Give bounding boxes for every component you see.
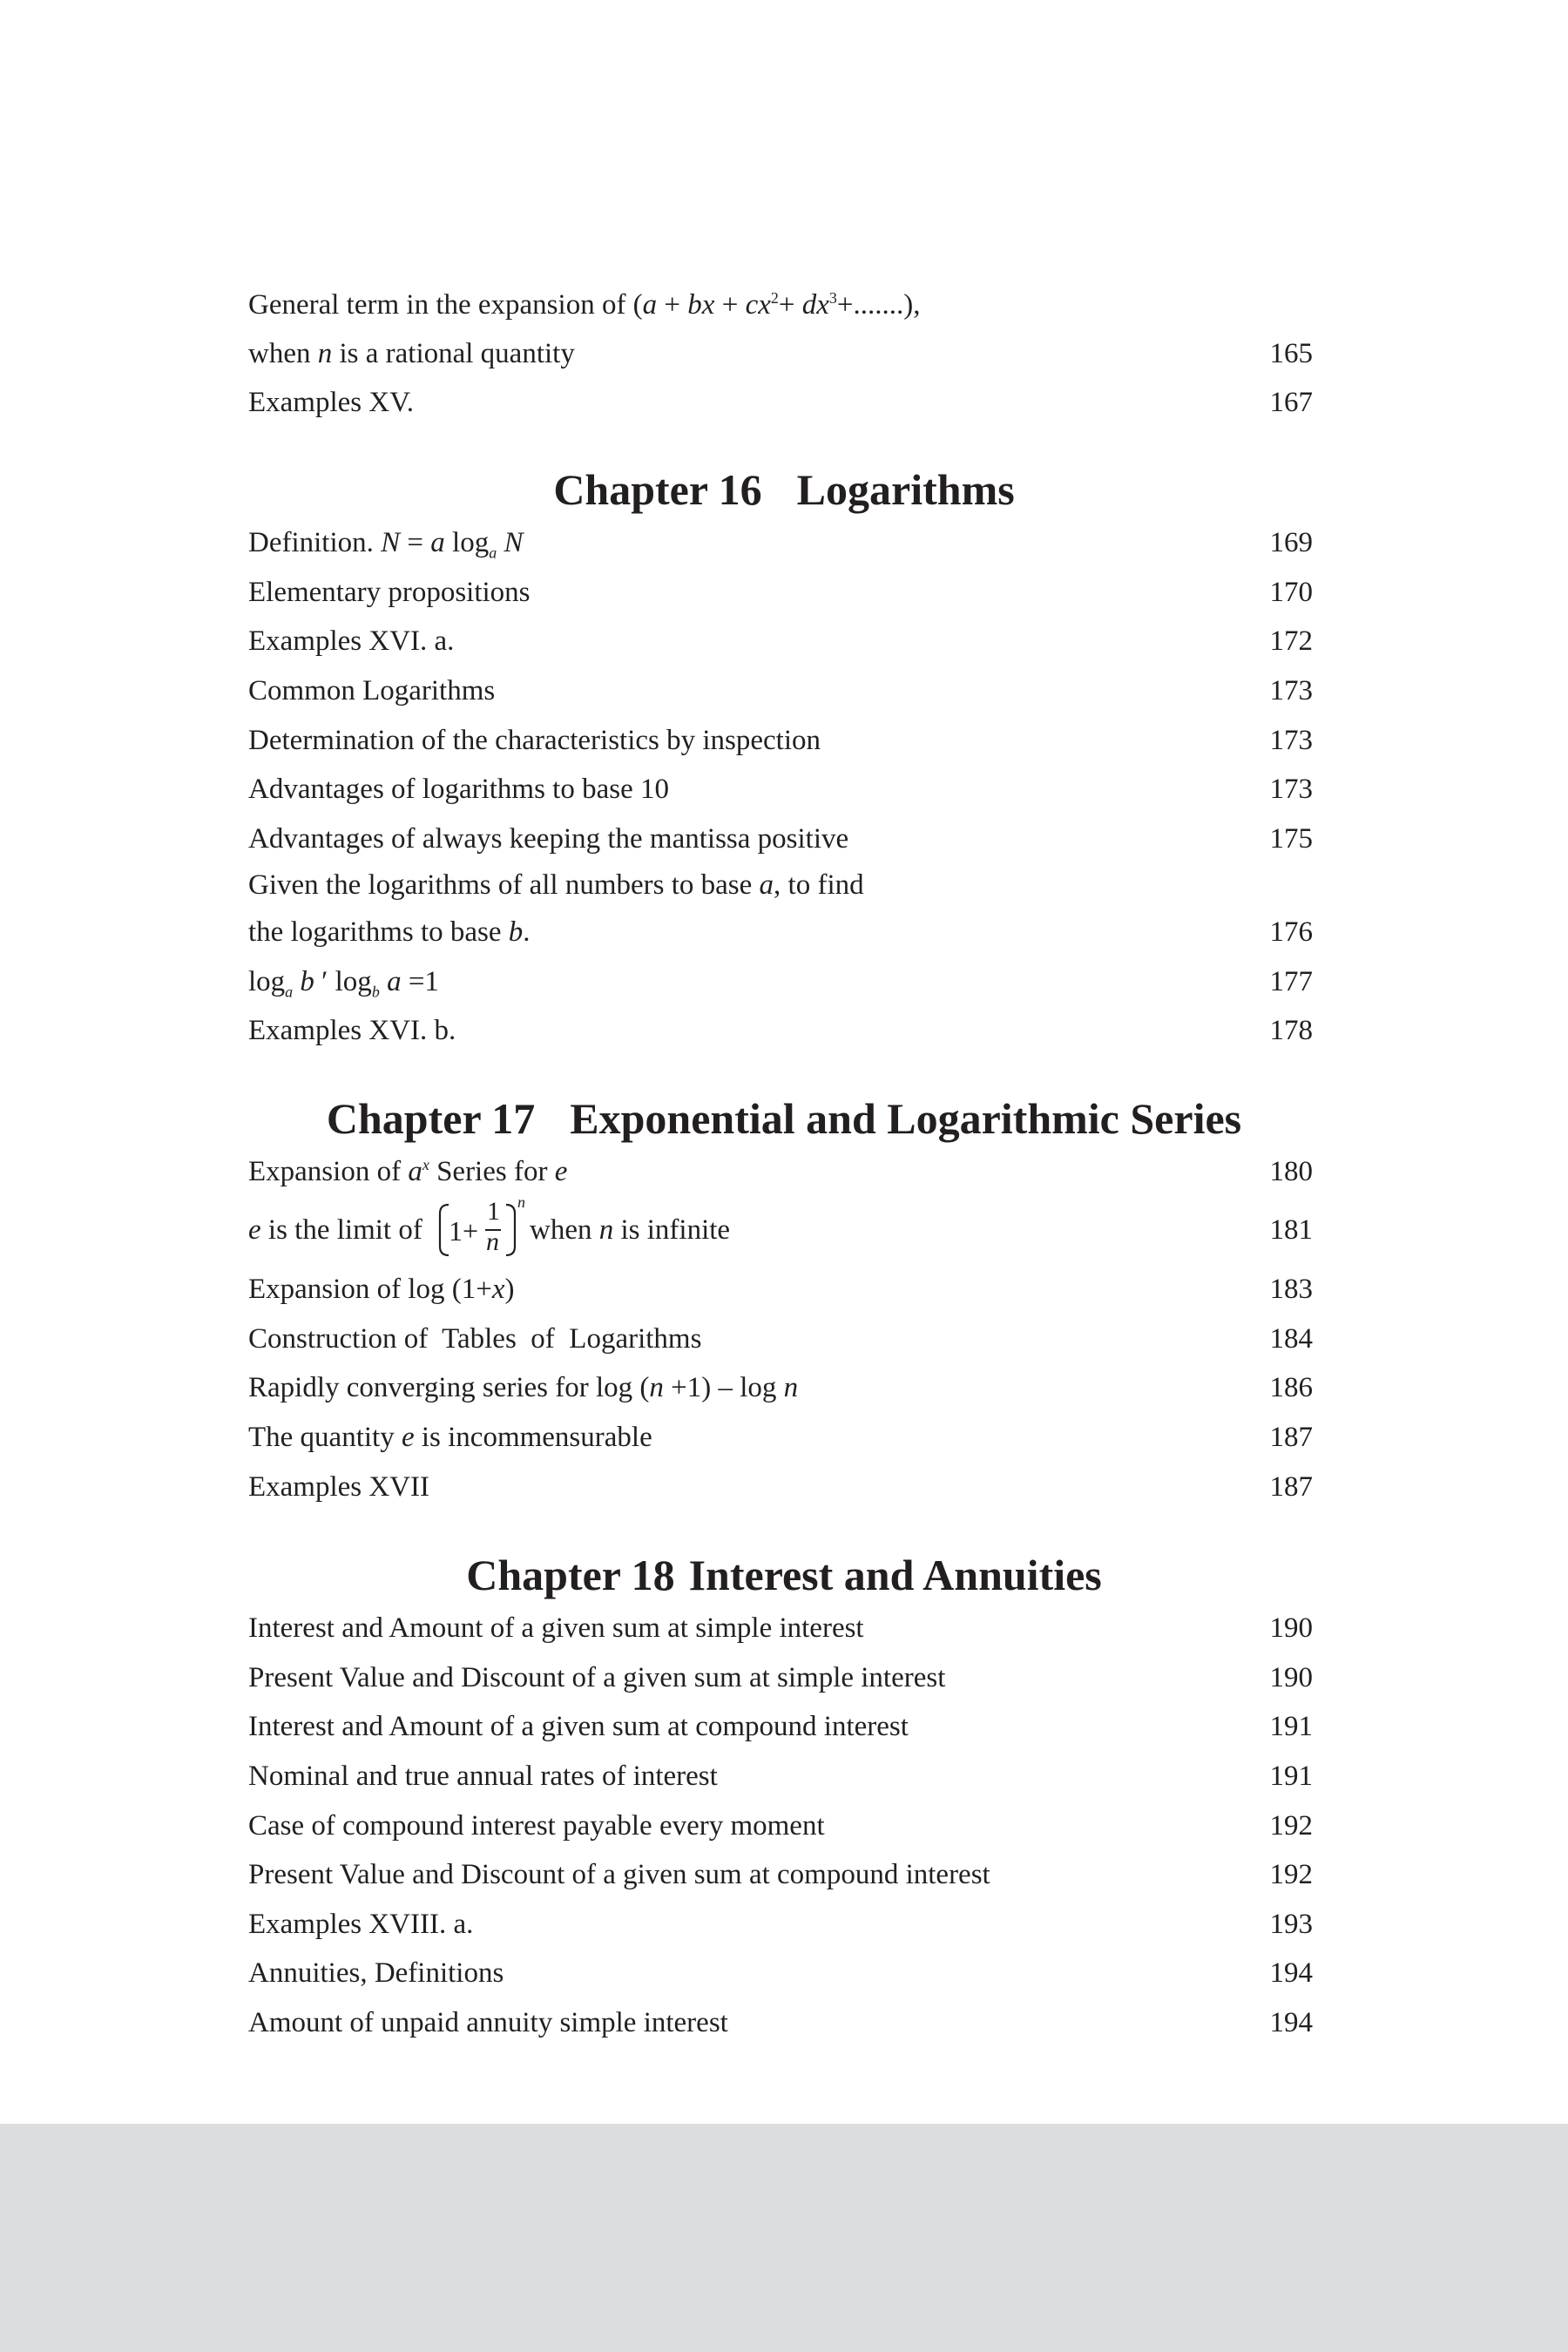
toc-entry bbox=[248, 719, 1313, 762]
toc-entry-text: Examples XVII bbox=[248, 1471, 430, 1503]
toc-entry-text: Expansion of log (1+x) bbox=[248, 1274, 515, 1305]
toc-entry bbox=[248, 669, 1313, 713]
toc-entry-text: Examples XV. bbox=[248, 387, 415, 418]
toc-entry bbox=[248, 571, 1313, 614]
toc-entry-text: Determination of the characteristics by inspection bbox=[248, 725, 821, 756]
toc-entry-text: the logarithms to base b. bbox=[248, 916, 531, 948]
toc-entry bbox=[248, 1804, 1313, 1848]
toc-entry-text: Nominal and true annual rates of interest bbox=[248, 1761, 718, 1792]
chapter-title: Exponential and Logarithmic Series bbox=[570, 1094, 1242, 1143]
toc-entry-text: Construction of Tables of Logarithms bbox=[248, 1323, 702, 1355]
toc-page-number: 191 bbox=[1269, 1711, 1313, 1742]
toc-page-number: 176 bbox=[1269, 916, 1313, 948]
toc-page-number: 194 bbox=[1269, 2007, 1313, 2038]
toc-page-number: 184 bbox=[1269, 1323, 1313, 1355]
toc-entry-definition bbox=[248, 521, 1313, 564]
toc-entry bbox=[248, 1317, 1313, 1361]
chapter-number: Chapter 18 bbox=[466, 1551, 675, 1599]
chapter-number: Chapter 16 bbox=[553, 465, 762, 514]
limit-fraction bbox=[436, 1193, 537, 1266]
toc-entry-expansion-ax bbox=[248, 1150, 1313, 1193]
toc-entry-base-b bbox=[248, 910, 1313, 954]
fraction-denominator: n bbox=[486, 1227, 499, 1256]
toc-entry-text-tail: when n is infinite bbox=[530, 1214, 731, 1246]
toc-page-number: 173 bbox=[1269, 725, 1313, 756]
toc-page-number: 177 bbox=[1269, 966, 1313, 997]
toc-entry-text: General term in the expansion of (a + bx + $cx^2+ dx^3+$.......), bbox=[248, 289, 921, 321]
toc-page-number: 190 bbox=[1269, 1612, 1313, 1644]
toc-entry-examples-xv bbox=[248, 381, 1313, 424]
toc-entry-text: Interest and Amount of a given sum at compound interest bbox=[248, 1711, 909, 1742]
toc-page-number: 190 bbox=[1269, 1662, 1313, 1693]
toc-entry-e-limit bbox=[248, 1193, 1313, 1256]
toc-page-number: 181 bbox=[1269, 1214, 1313, 1246]
toc-entry bbox=[248, 619, 1313, 663]
toc-entry-text: when n is a rational quantity bbox=[248, 338, 575, 369]
chapter-number: Chapter 17 bbox=[326, 1094, 536, 1143]
toc-entry-text: Present Value and Discount of a given sum at compound interest bbox=[248, 1859, 990, 1890]
toc-entry-log-identity bbox=[248, 960, 1313, 1004]
chapter-18-heading bbox=[0, 1547, 1568, 1603]
toc-entry bbox=[248, 1606, 1313, 1650]
toc-page-number: 192 bbox=[1269, 1810, 1313, 1842]
toc-page-number: 187 bbox=[1269, 1471, 1313, 1503]
toc-entry-general-term bbox=[248, 283, 1313, 327]
toc-entry bbox=[248, 767, 1313, 811]
fraction-exponent: n bbox=[517, 1193, 525, 1211]
toc-entry-text: Expansion of $a^x$ Series for e bbox=[248, 1156, 568, 1187]
toc-page-number: 191 bbox=[1269, 1761, 1313, 1792]
toc-entry bbox=[248, 1705, 1313, 1748]
toc-entry-text: Advantages of always keeping the mantissa positive bbox=[248, 823, 849, 855]
toc-entry-rapid-series bbox=[248, 1366, 1313, 1409]
toc-entry-text: Rapidly converging series for log (n +1) – log n bbox=[248, 1372, 799, 1403]
chapter-title: Interest and Annuities bbox=[688, 1551, 1102, 1599]
toc-entry-text: Common Logarithms bbox=[248, 675, 496, 706]
toc-page-number: 173 bbox=[1269, 675, 1313, 706]
toc-entry-given-logarithms bbox=[248, 863, 1313, 907]
fraction-prefix: 1+ bbox=[449, 1215, 479, 1247]
fraction-numerator: 1 bbox=[487, 1197, 500, 1226]
viewer-background-band bbox=[0, 2124, 1568, 2352]
toc-entry-text: Definition. N = a $\log_a N$ bbox=[248, 527, 524, 562]
toc-page-number: 169 bbox=[1269, 527, 1313, 558]
toc-entry-text: Case of compound interest payable every moment bbox=[248, 1810, 825, 1842]
toc-entry-expansion-log bbox=[248, 1267, 1313, 1311]
toc-entry-e-incommensurable bbox=[248, 1416, 1313, 1459]
toc-page-number: 193 bbox=[1269, 1909, 1313, 1940]
toc-entry bbox=[248, 2001, 1313, 2044]
toc-entry bbox=[248, 1465, 1313, 1509]
toc-entry-text: Elementary propositions bbox=[248, 577, 531, 608]
toc-page-number: 167 bbox=[1269, 387, 1313, 418]
toc-entry bbox=[248, 1009, 1313, 1052]
toc-entry-text: Examples XVI. b. bbox=[248, 1015, 456, 1046]
chapter-16-heading bbox=[0, 462, 1568, 517]
toc-entry-text: Amount of unpaid annuity simple interest bbox=[248, 2007, 728, 2038]
toc-entry bbox=[248, 1754, 1313, 1798]
chapter-17-heading bbox=[0, 1091, 1568, 1146]
toc-entry bbox=[248, 1951, 1313, 1995]
toc-entry-text: Interest and Amount of a given sum at simple interest bbox=[248, 1612, 864, 1644]
toc-page-number: 175 bbox=[1269, 823, 1313, 855]
toc-entry-rational-quantity bbox=[248, 332, 1313, 375]
toc-page-number: 192 bbox=[1269, 1859, 1313, 1890]
toc-page-number: 186 bbox=[1269, 1372, 1313, 1403]
toc-page-number: 170 bbox=[1269, 577, 1313, 608]
toc-entry bbox=[248, 1853, 1313, 1896]
chapter-title: Logarithms bbox=[796, 465, 1015, 514]
toc-entry-text: e is the limit of bbox=[248, 1214, 422, 1246]
toc-page-number: 180 bbox=[1269, 1156, 1313, 1187]
toc-page-number: 165 bbox=[1269, 338, 1313, 369]
toc-entry-text: $\log_a b$ ′ $\log_b a =1$ bbox=[248, 966, 439, 1001]
toc-entry-text: Present Value and Discount of a given sum at simple interest bbox=[248, 1662, 946, 1693]
toc-entry-text: Examples XVIII. a. bbox=[248, 1909, 474, 1940]
toc-page-number: 194 bbox=[1269, 1957, 1313, 1989]
toc-page-number: 183 bbox=[1269, 1274, 1313, 1305]
toc-entry bbox=[248, 1903, 1313, 1946]
toc-entry-text: Annuities, Definitions bbox=[248, 1957, 504, 1989]
toc-page-number: 178 bbox=[1269, 1015, 1313, 1046]
toc-entry-text: Examples XVI. a. bbox=[248, 625, 455, 657]
toc-entry bbox=[248, 817, 1313, 861]
toc-entry-text: The quantity e is incommensurable bbox=[248, 1422, 652, 1453]
toc-page-number: 172 bbox=[1269, 625, 1313, 657]
toc-entry bbox=[248, 1656, 1313, 1700]
toc-entry-text: Advantages of logarithms to base 10 bbox=[248, 774, 669, 805]
toc-page-number: 187 bbox=[1269, 1422, 1313, 1453]
toc-entry-text: Given the logarithms of all numbers to base a, to find bbox=[248, 869, 864, 901]
toc-page-number: 173 bbox=[1269, 774, 1313, 805]
